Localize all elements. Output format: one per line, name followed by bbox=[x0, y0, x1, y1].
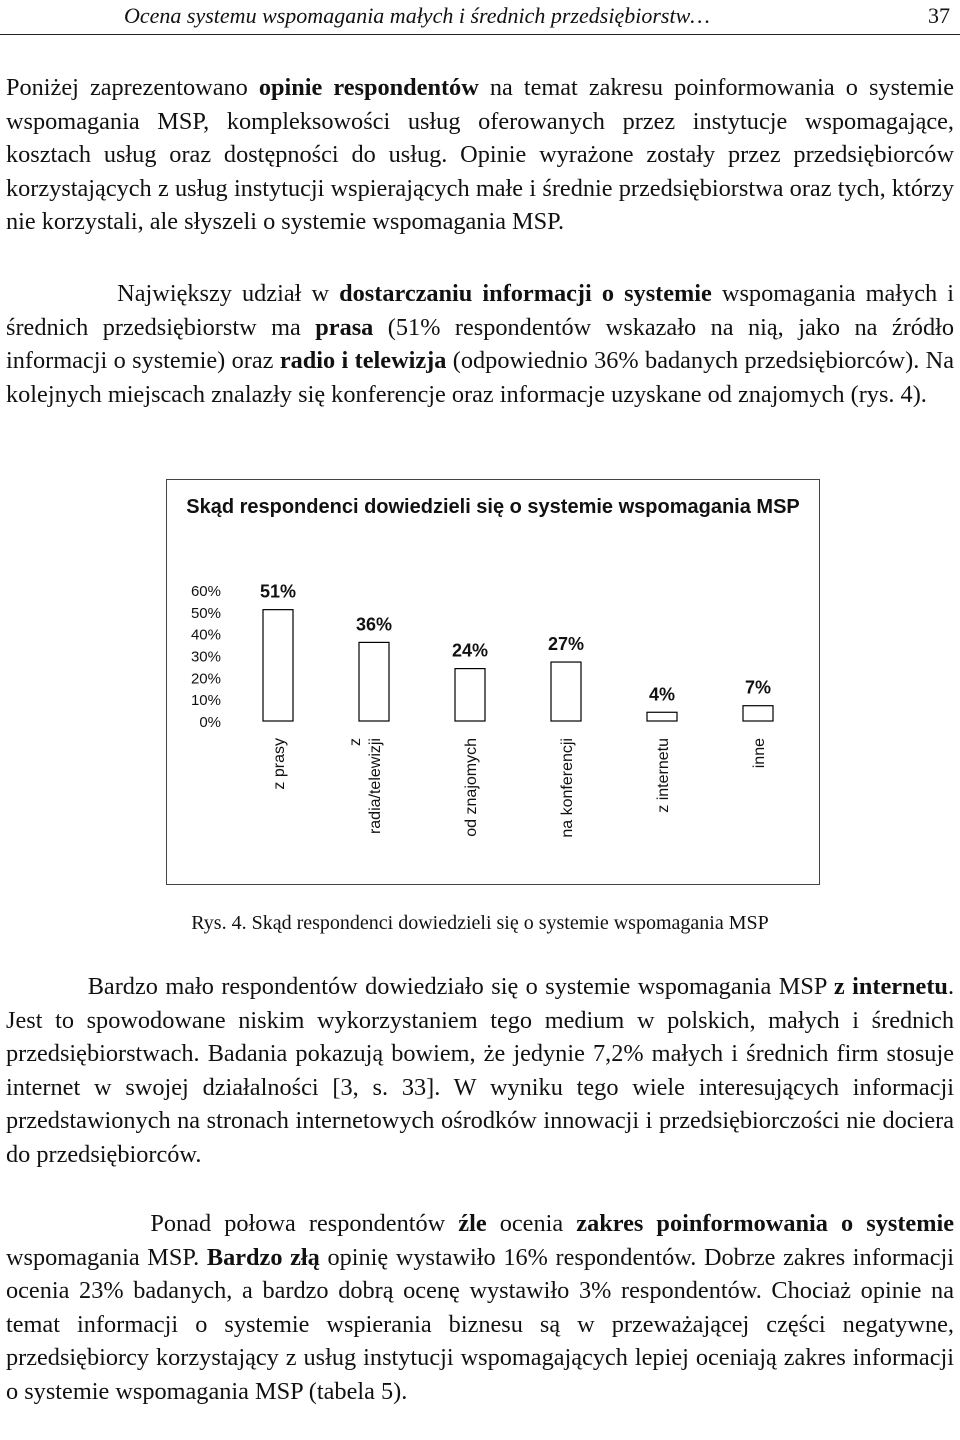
emphasized-text: Bardzo złą bbox=[206, 1243, 320, 1271]
paragraph-intro bbox=[6, 71, 954, 239]
y-tick-label: 30% bbox=[190, 648, 221, 666]
data-label: 7% bbox=[744, 677, 772, 698]
text-run: (odpowiednio 36% badanych przedsiębiorców). Na kolejnych miejscach znalazły się konferencje oraz informacje uzyskane od znajomych (rys. 4). bbox=[6, 347, 954, 408]
emphasized-text: opinie respondentów bbox=[258, 74, 479, 101]
category-label: radia/telewizji bbox=[367, 738, 384, 835]
bar bbox=[551, 662, 581, 721]
data-label: 51% bbox=[259, 581, 297, 602]
data-label: 4% bbox=[648, 684, 676, 705]
text-run: wspomagania małych i średnich przedsiębiorstw ma bbox=[6, 280, 954, 341]
page-number: 37 bbox=[928, 3, 950, 28]
bar bbox=[263, 610, 293, 721]
y-tick-label: 20% bbox=[190, 670, 221, 688]
bar bbox=[455, 669, 485, 721]
paragraph-internet bbox=[6, 970, 954, 1172]
figure-chart bbox=[166, 479, 820, 885]
running-header-title: Ocena systemu wspomagania małych i średnich przedsiębiorstw… bbox=[124, 3, 710, 28]
bar bbox=[743, 706, 773, 721]
emphasized-text: zakres poinformowania o systemie bbox=[576, 1210, 954, 1237]
category-label: na konferencji bbox=[559, 738, 576, 838]
running-header bbox=[0, 0, 960, 35]
text-run: opinię wystawiło 16% respondentów. Dobrze zakres informacji ocenia 23% badanych, a bardzo dobrą ocenę wystawiło 3% respondentów. Chociaż opinie na temat informacji o systemie wspierania biznesu są w przeważającej części negatywne, przedsiębiorcy korzystający z usług instytucji wspomagających lepiej oceniają zakres informacji o systemie wspomagania MSP (tabela 5). bbox=[6, 1243, 954, 1405]
text-run: wspomagania MSP. bbox=[6, 1243, 207, 1271]
text-run: (51% respondentów wskazało na nią, jako na źródło informacji o systemie) oraz bbox=[6, 313, 954, 375]
paragraph-information-sources bbox=[6, 277, 954, 411]
text-run: Ponad połowa respondentów bbox=[6, 1210, 459, 1237]
category-label: od znajomych bbox=[463, 738, 480, 837]
paragraph-information-scope bbox=[6, 1207, 954, 1409]
emphasized-text: dostarczaniu informacji o systemie bbox=[339, 280, 712, 307]
y-tick-label: 50% bbox=[190, 604, 221, 622]
emphasized-text: z internetu bbox=[833, 973, 948, 1000]
text-run: ocenia bbox=[486, 1210, 577, 1237]
y-tick-label: 0% bbox=[199, 714, 221, 731]
data-label: 27% bbox=[547, 634, 585, 655]
chart-title: Skąd respondenci dowiedzieli się o systemie wspomagania MSP bbox=[186, 496, 800, 518]
bar-chart bbox=[167, 480, 819, 884]
bar bbox=[647, 712, 677, 721]
category-label: inne bbox=[751, 738, 768, 769]
emphasized-text: źle bbox=[458, 1210, 487, 1237]
y-tick-label: 40% bbox=[190, 626, 221, 644]
text-run: Bardzo mało respondentów dowiedziało się o systemie wspomagania MSP bbox=[6, 973, 834, 1000]
emphasized-text: radio i telewizja bbox=[279, 347, 447, 375]
bar bbox=[359, 642, 389, 721]
text-run: na temat zakresu poinformowania o systemie wspomagania MSP, kompleksowości usług oferowanych przez instytucje wspomagające, kosztach usług oraz dostępności do usług. Opinie wyrażone zostały przez przedsiębiorców korzystających z usług instytucji wspierających małe i średnie przedsiębiorstwa oraz tych, którzy nie korzystali, ale słyszeli o systemie wspomagania MSP. bbox=[6, 74, 955, 236]
text-run: . Jest to spowodowane niskim wykorzystaniem tego medium w polskich, małych i średnich przedsiębiorstwach. Badania pokazują bowiem, że jedynie 7,2% małych i średnich firm stosuje internet w swojej działalności [3, s. 33]. W wyniku tego wiele interesujących informacji przedstawionych na stronach internetowych ośrodków innowacji i przedsiębiorczości nie dociera do przedsiębiorców. bbox=[6, 973, 955, 1168]
y-tick-label: 60% bbox=[190, 583, 221, 600]
emphasized-text: prasa bbox=[315, 313, 374, 341]
text-run: Poniżej zaprezentowano bbox=[6, 74, 259, 101]
category-label: z internetu bbox=[655, 738, 672, 813]
data-label: 24% bbox=[451, 640, 489, 661]
category-label: z prasy bbox=[271, 738, 288, 790]
text-run: Największy udział w bbox=[6, 280, 340, 307]
figure-caption: Rys. 4. Skąd respondenci dowiedzieli się o systemie wspomagania MSP bbox=[191, 912, 769, 934]
y-tick-label: 10% bbox=[190, 692, 221, 710]
data-label: 36% bbox=[355, 614, 393, 635]
category-label: z bbox=[347, 738, 364, 746]
